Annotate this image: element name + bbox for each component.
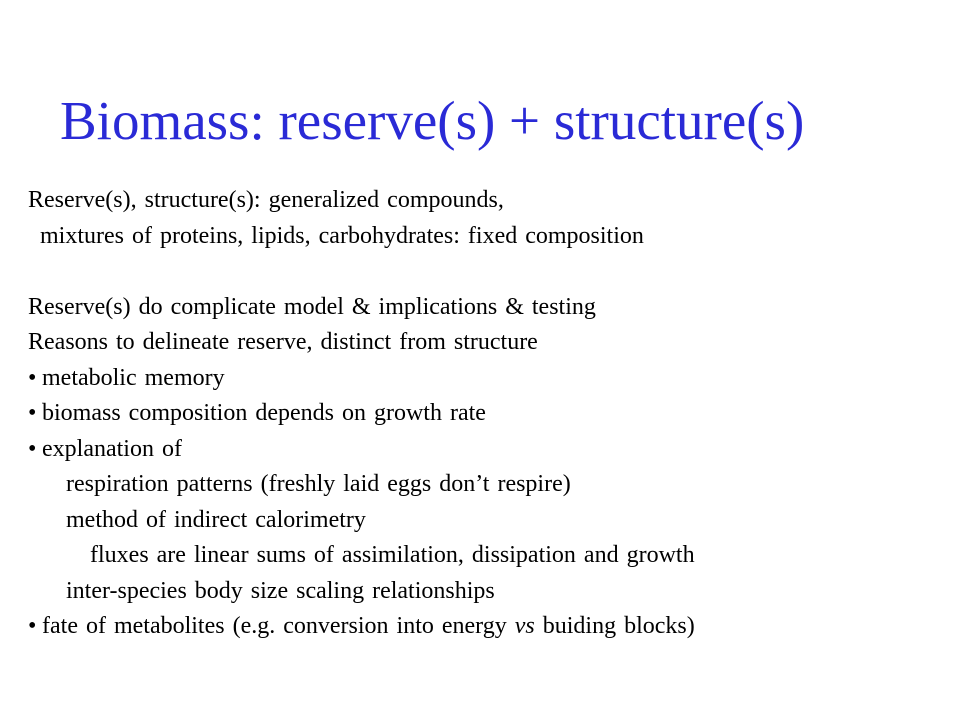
bullet-icon: • [28,364,37,391]
bullet-item [28,396,948,432]
body-line: Reserve(s), structure(s): generalized compounds, [28,187,504,213]
body-line: Reasons to delineate reserve, distinct from structure [28,329,538,355]
sub-sub-item: fluxes are linear sums of assimilation, dissipation and growth [90,542,695,568]
bullet-icon: • [28,400,37,426]
bullet-item [28,361,948,397]
bullet-item [28,609,948,645]
slide-body [28,183,948,645]
slide-title: Biomass: reserve(s) + structure(s) [60,90,805,151]
sub-item: inter-species body size scaling relationships [66,577,495,604]
body-line: Reserve(s) do complicate model & implications & testing [28,293,596,320]
bullet-text-start: fate of metabolites (e.g. conversion into energy [42,613,515,639]
bullet-text-emphasis: vs [514,613,535,639]
bullet-icon: • [28,613,37,639]
bullet-item [28,432,948,468]
bullet-text: explanation of [42,435,182,462]
sub-item: respiration patterns (freshly laid eggs don’t respire) [66,471,571,497]
sub-item: method of indirect calorimetry [66,506,366,533]
bullet-icon: • [28,435,37,462]
bullet-text: biomass composition depends on growth rate [42,400,486,426]
body-line: mixtures of proteins, lipids, carbohydrates: fixed composition [40,222,644,249]
bullet-text: metabolic memory [42,364,225,391]
bullet-text-end: buiding blocks) [534,613,695,639]
spacer [28,254,948,290]
